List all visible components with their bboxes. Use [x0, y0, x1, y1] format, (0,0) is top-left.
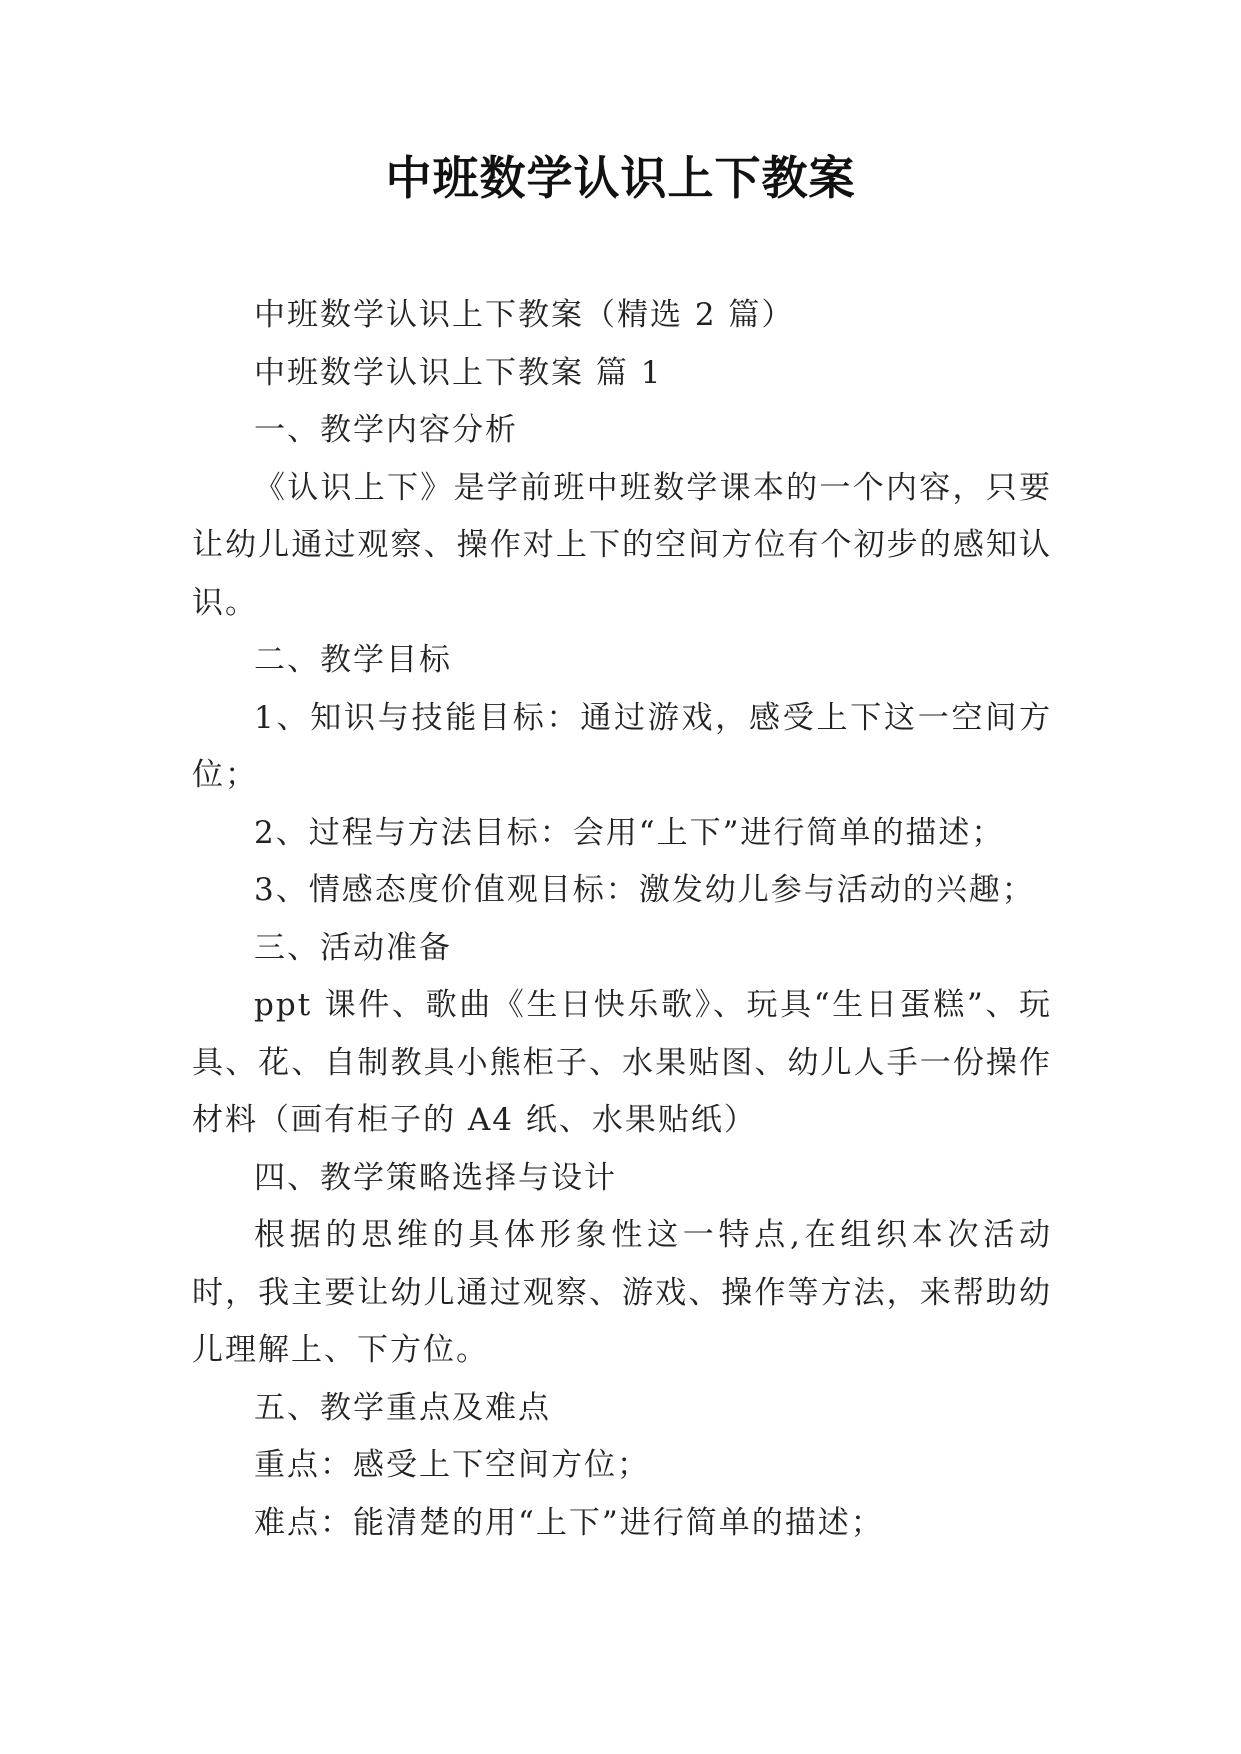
part-heading: 中班数学认识上下教案 篇 1 — [254, 354, 663, 391]
section-heading-strategy: 四、教学策略选择与设计 — [254, 1159, 617, 1196]
goal-item-process: 2、过程与方法目标：会用“上下”进行简单的描述； — [254, 814, 1005, 851]
section-heading-content-analysis: 一、教学内容分析 — [254, 412, 518, 448]
paragraph-content-analysis: 《认识上下》是学前班中班数学课本的一个内容，只要让幼儿通过观察、操作对上下的空间方位有个初步的感知认识。 — [192, 469, 1052, 621]
document-body — [192, 287, 1052, 1552]
paragraph-preparation: ppt 课件、歌曲《生日快乐歌》、玩具“生日蛋糕”、玩具、花、自制教具小熊柜子、水果贴图、幼儿人手一份操作材料（画有柜子的 A4 纸、水果贴纸） — [192, 987, 1052, 1138]
difficulty-item: 难点：能清楚的用“上下”进行简单的描述； — [254, 1504, 884, 1541]
goal-item-emotion: 3、情感态度价值观目标：激发幼儿参与活动的兴趣； — [254, 872, 1035, 908]
section-heading-key-points: 五、教学重点及难点 — [254, 1389, 551, 1426]
goal-item-knowledge: 1、知识与技能目标：通过游戏，感受上下这一空间方位； — [192, 699, 1052, 793]
paragraph-strategy: 根据的思维的具体形象性这一特点,在组织本次活动时，我主要让幼儿通过观察、游戏、操作等方法，来帮助幼儿理解上、下方位。 — [192, 1217, 1052, 1368]
key-point-item: 重点：感受上下空间方位； — [254, 1447, 650, 1483]
section-heading-preparation: 三、活动准备 — [254, 929, 452, 966]
section-heading-teaching-goals: 二、教学目标 — [254, 642, 452, 678]
document-title: 中班数学认识上下教案 — [385, 151, 856, 205]
subtitle-paragraph: 中班数学认识上下教案（精选 2 篇） — [254, 297, 795, 333]
